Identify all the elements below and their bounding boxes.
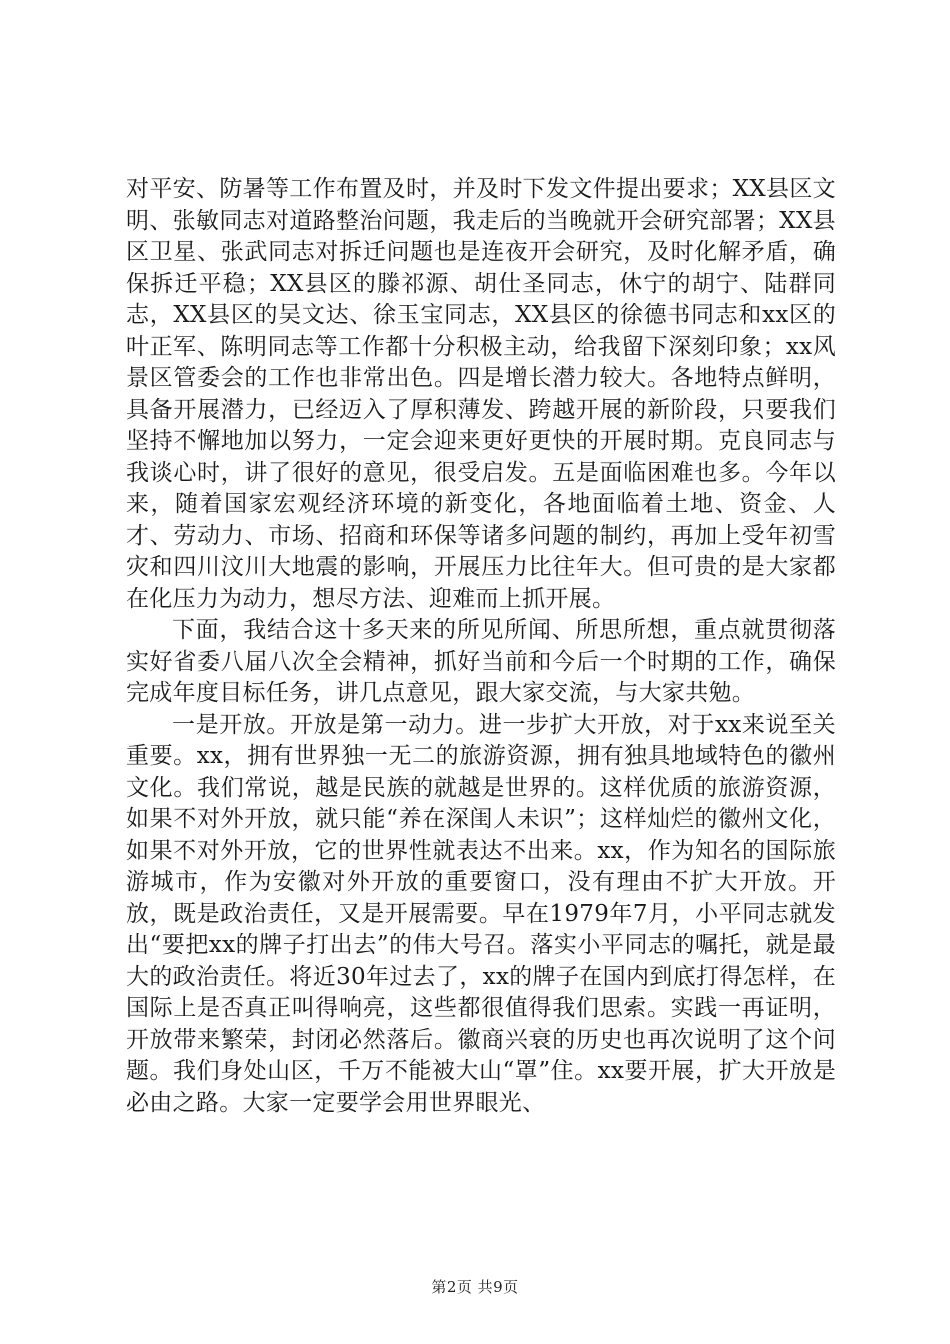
paragraph-3: 一是开放。开放是第一动力。进一步扩大开放，对于xx来说至关重要。xx，拥有世界独一无二的旅游资源，拥有独具地域特色的徽州文化。我们常说，越是民族的就越是世界的。这样优质的旅游资源，如果不对外开放，就只能“养在深闺人未识”；这样灿烂的徽州文化，如果不对外开放，它的世界性就表达不出来。xx，作为知名的国际旅游城市，作为安徽对外开放的重要窗口，没有理由不扩大开放。开放，既是政治责任，又是开展需要。早在1979年7月，小平同志就发出“要把xx的牌子打出去”的伟大号召。落实小平同志的嘱托，就是最大的政治责任。将近30年过去了，xx的牌子在国内到底打得怎样，在国际上是否真正叫得响亮，这些都很值得我们思索。实践一再证明，开放带来繁荣，封闭必然落后。徽商兴衰的历史也再次说明了这个问题。我们身处山区，千万不能被大山“罩”住。xx要开展，扩大开放是必由之路。大家一定要学会用世界眼光、 (126, 711, 836, 1116)
page-footer: 第2页 共9页 (431, 1278, 519, 1296)
paragraph-1: 对平安、防暑等工作布置及时，并及时下发文件提出要求；XX县区文明、张敏同志对道路整治问题，我走后的当晚就开会研究部署；XX县区卫星、张武同志对拆迁问题也是连夜开会研究，及时化解矛盾，确保拆迁平稳；XX县区的滕祁源、胡仕圣同志，休宁的胡宁、陆群同志，XX县区的吴文达、徐玉宝同志，XX县区的徐德书同志和xx区的叶正军、陈明同志等工作都十分积极主动，给我留下深刻印象；xx风景区管委会的工作也非常出色。四是增长潜力较大。各地特点鲜明，具备开展潜力，已经迈入了厚积薄发、跨越开展的新阶段，只要我们坚持不懈地加以努力，一定会迎来更好更快的开展时期。克良同志与我谈心时，讲了很好的意见，很受启发。五是面临困难也多。今年以来，随着国家宏观经济环境的新变化，各地面临着土地、资金、人才、劳动力、市场、招商和环保等诸多问题的制约，再加上受年初雪灾和四川汶川大地震的影响，开展压力比往年大。但可贵的是大家都在化压力为动力，想尽方法、迎难而上抓开展。 (126, 176, 836, 612)
document-body (126, 174, 836, 1119)
paragraph-2: 下面，我结合这十多天来的所见所闻、所思所想，重点就贯彻落实好省委八届八次全会精神，抓好当前和今后一个时期的工作，确保完成年度目标任务，讲几点意见，跟大家交流，与大家共勉。 (126, 617, 836, 706)
